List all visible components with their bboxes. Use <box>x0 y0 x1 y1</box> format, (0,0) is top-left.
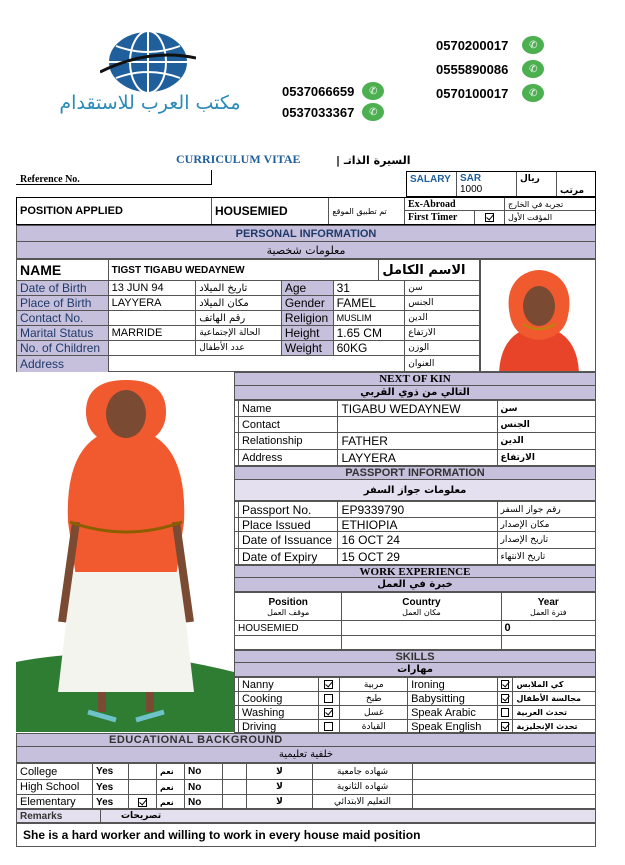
year-col-label: Year <box>537 596 559 608</box>
work-country-value <box>342 621 501 635</box>
skill-checkbox[interactable] <box>324 722 333 731</box>
no-check-cell <box>223 795 247 809</box>
phone-number: 0537066659 <box>282 83 355 99</box>
marital-value: MARRIDE <box>109 326 197 340</box>
country-col-header <box>342 593 501 620</box>
children-label-ar: عدد الأطفال <box>196 341 282 355</box>
religion-label: Religion <box>282 311 334 325</box>
age-label-ar: سن <box>408 283 423 293</box>
yes-label-ar: نعم <box>157 764 185 779</box>
work-year-value: 0 <box>504 622 511 634</box>
table-row <box>235 417 595 433</box>
passport-place-value: ETHIOPIA <box>338 518 497 531</box>
phone-number: 0570100017 <box>436 85 509 101</box>
ex-abroad-label-ar: تجربة في الخارج <box>507 199 564 209</box>
logo-text: مكتب العرب للاستقدام <box>59 92 241 114</box>
skill-label: Nanny <box>239 678 319 691</box>
passport-expiry-value: 15 OCT 29 <box>338 549 497 565</box>
passport-table <box>234 501 596 565</box>
table-row <box>17 326 479 341</box>
work-header: WORK EXPERIENCE <box>234 565 596 578</box>
skill-label: Speak Arabic <box>408 706 497 719</box>
table-row <box>235 502 595 518</box>
personal-header-ar: معلومات شخصية <box>16 242 596 259</box>
first-timer-label-ar: المؤقت الأول <box>507 213 553 222</box>
remarks-label-ar: تصريحات <box>120 811 162 821</box>
kin-name-label-ar: سن <box>500 403 518 414</box>
no-label: No <box>185 780 223 794</box>
yes-label-ar: نعم <box>157 780 185 794</box>
table-row <box>17 341 479 356</box>
whatsapp-icon: ✆ <box>522 36 544 54</box>
remarks-text-box <box>16 823 596 847</box>
table-row <box>235 518 595 532</box>
contact-value <box>109 311 197 325</box>
phone-number: 0555890086 <box>436 61 509 77</box>
passport-no-label-ar: رقم جواز السفر <box>500 504 561 515</box>
education-row <box>17 780 595 795</box>
education-level: High School <box>17 780 93 794</box>
yes-check-cell <box>129 795 157 809</box>
position-label-ar: تم تطبيق الموقع <box>329 198 405 224</box>
passport-issue-label: Date of Issuance <box>239 532 338 548</box>
education-row <box>17 795 595 809</box>
position-col-label: Position <box>268 596 308 608</box>
education-table <box>16 763 596 809</box>
skill-checkbox[interactable] <box>324 680 333 689</box>
passport-place-label-ar: مكان الإصدار <box>500 519 550 530</box>
height-label-ar: الارتفاع <box>408 328 436 338</box>
riyal-label: ريال <box>517 172 557 196</box>
skill-check-cell <box>498 706 514 719</box>
education-row <box>17 764 595 780</box>
skill-check-cell <box>319 678 341 691</box>
dob-label: Date of Birth <box>17 281 109 295</box>
weight-label-ar: الوزن <box>408 343 430 353</box>
remarks-row <box>16 809 596 823</box>
passport-expiry-label-ar: تاريخ الانتهاء <box>500 552 546 562</box>
first-timer-label: First Timer <box>405 211 475 224</box>
reference-divider <box>211 170 212 185</box>
weight-value: 60KG <box>334 341 406 355</box>
skill-check-cell <box>319 706 341 719</box>
religion-label-ar: الدين <box>408 313 428 323</box>
age-label: Age <box>282 281 334 295</box>
skill-row <box>235 706 595 720</box>
skill-row <box>235 720 595 733</box>
education-level: College <box>17 764 93 779</box>
yes-check-cell <box>129 764 157 779</box>
table-row <box>235 401 595 417</box>
children-label: No. of Children <box>17 341 109 355</box>
kin-relation-label-ar: الدين <box>500 436 524 446</box>
skill-checkbox[interactable] <box>324 694 333 703</box>
salary-box <box>406 171 596 197</box>
kin-relation-label: Relationship <box>239 433 338 449</box>
gender-label-ar: الجنس <box>408 298 434 308</box>
salary-label-ar: مرتب <box>560 186 585 196</box>
whatsapp-icon: ✆ <box>362 82 384 100</box>
dob-value: 13 JUN 94 <box>109 281 197 295</box>
no-label-ar: لا <box>247 764 313 779</box>
no-label-ar: لا <box>247 780 313 794</box>
full-body-photo <box>16 372 234 732</box>
skill-label: Speak English <box>408 720 497 733</box>
skills-header: SKILLS <box>234 650 596 663</box>
kin-contact-label: Contact <box>239 417 338 432</box>
skills-header-ar: مهارات <box>234 663 596 677</box>
personal-table <box>16 259 480 372</box>
skill-label: Ironing <box>408 678 497 691</box>
yes-label: Yes <box>93 764 129 779</box>
empty-cell <box>342 636 501 650</box>
empty-cell <box>413 764 595 779</box>
empty-cell <box>502 636 595 650</box>
education-level-ar: شهاده جامعية <box>313 764 413 779</box>
work-position-value: HOUSEMIED <box>235 621 342 635</box>
skill-label-ar: كي الملابس <box>516 680 564 689</box>
remarks-label: Remarks <box>17 810 101 822</box>
position-col-label-ar: موقف العمل <box>267 607 310 617</box>
kin-contact-value <box>338 417 497 432</box>
dob-label-ar: تاريخ الميلاد <box>196 281 282 295</box>
pob-value: LAYYERA <box>109 296 197 310</box>
gender-label: Gender <box>282 296 334 310</box>
no-check-cell <box>223 780 247 794</box>
skill-checkbox[interactable] <box>501 722 510 731</box>
yes-label-ar: نعم <box>157 795 185 809</box>
skill-label: Washing <box>239 706 319 719</box>
skill-label-ar: طبخ <box>340 692 408 705</box>
education-header-ar: خلفية تعليمية <box>16 747 596 763</box>
marital-label: Marital Status <box>17 326 109 340</box>
kin-table <box>234 400 596 466</box>
skill-check-cell <box>498 692 514 705</box>
year-col-label-ar: فترة العمل <box>529 607 567 617</box>
skill-check-cell <box>319 692 341 705</box>
phones-right <box>436 36 544 102</box>
empty-cell <box>235 636 342 650</box>
skill-checkbox[interactable] <box>501 708 510 717</box>
education-level-ar: شهاده الثانوية <box>313 780 413 794</box>
whatsapp-icon: ✆ <box>522 60 544 78</box>
skill-checkbox[interactable] <box>324 708 333 717</box>
whatsapp-icon: ✆ <box>522 84 544 102</box>
salary-value <box>457 172 517 196</box>
skills-table <box>234 677 596 733</box>
reference-line <box>16 184 212 185</box>
education-level: Elementary <box>17 795 93 809</box>
kin-address-label-ar: الارتفاع <box>500 453 535 463</box>
skill-check-cell <box>319 720 341 733</box>
year-col-header <box>502 593 595 620</box>
country-col-label-ar: مكان العمل <box>402 607 441 617</box>
cv-title-ar: السيرة الذاتـ | <box>336 154 411 167</box>
whatsapp-icon: ✆ <box>362 103 384 121</box>
skill-check-cell <box>498 720 514 733</box>
kin-relation-value: FATHER <box>338 433 497 449</box>
position-label: POSITION APPLIED <box>17 198 212 224</box>
position-row <box>16 197 596 225</box>
phones-left <box>282 82 384 121</box>
table-row <box>17 281 479 296</box>
table-row <box>235 450 595 466</box>
kin-address-value: LAYYERA <box>338 450 497 466</box>
table-row <box>17 311 479 326</box>
salary-amount: 1000 <box>460 184 483 195</box>
contact-label: Contact No. <box>17 311 109 325</box>
passport-place-label: Place Issued <box>239 518 338 531</box>
personal-header: PERSONAL INFORMATION <box>16 225 596 242</box>
kin-contact-label-ar: الجنس <box>500 419 530 430</box>
passport-no-label: Passport No. <box>239 502 338 517</box>
no-check-cell <box>223 764 247 779</box>
skill-label: Driving <box>239 720 319 733</box>
skill-label-ar: غسل <box>340 706 408 719</box>
yes-check-cell <box>129 780 157 794</box>
yes-label: Yes <box>93 780 129 794</box>
skill-label-ar: القيادة <box>340 720 408 733</box>
salary-label: SALARY <box>407 172 457 196</box>
gender-value: FAMEL <box>334 296 406 310</box>
currency-label: SAR <box>460 173 482 184</box>
table-row <box>235 636 595 650</box>
pob-label-ar: مكان الميلاد <box>196 296 282 310</box>
work-header-ar: خبرة في العمل <box>234 578 596 592</box>
skill-label-ar: مجالسة الأطفال <box>516 694 581 703</box>
empty-cell <box>413 780 595 794</box>
kin-name-label: Name <box>239 401 338 416</box>
position-col-header <box>235 593 342 620</box>
kin-header-ar: التالي من ذوي القربي <box>234 386 596 400</box>
skill-label-ar: تحدث العربية <box>516 708 568 717</box>
table-row <box>17 296 479 311</box>
skill-label: Babysitting <box>408 692 497 705</box>
pob-label: Place of Birth <box>17 296 109 310</box>
skill-row <box>235 692 595 706</box>
first-timer-cell <box>475 211 505 224</box>
skill-checkbox[interactable] <box>501 680 510 689</box>
reference-label: Reference No. <box>20 174 80 185</box>
address-label: Address <box>17 356 109 372</box>
contact-label-ar: رقم الهاتف <box>196 311 282 325</box>
skill-label-ar: تحدث الإنجليزية <box>516 722 578 731</box>
table-row <box>235 532 595 549</box>
skill-label-ar: مربية <box>340 678 408 691</box>
children-value <box>109 341 197 355</box>
yes-checkbox[interactable] <box>138 798 147 807</box>
logo <box>100 28 196 96</box>
first-timer-checkbox[interactable] <box>485 213 494 222</box>
name-value: TIGST TIGABU WEDAYNEW <box>109 260 380 280</box>
weight-label: Weight <box>282 341 334 355</box>
name-label-ar: الاسم الكامل <box>382 262 466 278</box>
ex-abroad-label: Ex-Abroad <box>405 198 505 210</box>
phone-number: 0537033367 <box>282 104 355 120</box>
table-row <box>235 549 595 565</box>
yes-label: Yes <box>93 795 129 809</box>
table-row <box>17 260 479 281</box>
age-value: 31 <box>334 281 406 295</box>
kin-name-value: TIGABU WEDAYNEW <box>338 401 497 416</box>
table-row <box>235 593 595 621</box>
skill-row <box>235 678 595 692</box>
passport-issue-label-ar: تاريخ الإصدار <box>500 535 549 545</box>
table-row <box>17 356 479 372</box>
skill-check-cell <box>498 678 514 691</box>
skill-checkbox[interactable] <box>501 694 510 703</box>
kin-header: NEXT OF KIN <box>234 372 596 386</box>
education-level-ar: التعليم الابتدائي <box>313 795 413 809</box>
phone-number: 0570200017 <box>436 37 509 53</box>
passport-issue-value: 16 OCT 24 <box>338 532 497 548</box>
passport-no-value: EP9339790 <box>338 502 497 517</box>
height-label: Height <box>282 326 334 340</box>
passport-header: PASSPORT INFORMATION <box>234 466 596 480</box>
work-table <box>234 592 596 650</box>
address-value <box>109 356 406 372</box>
skill-label: Cooking <box>239 692 319 705</box>
position-value: HOUSEMIED <box>212 198 329 224</box>
table-row <box>235 433 595 450</box>
passport-expiry-label: Date of Expiry <box>239 549 338 565</box>
empty-cell <box>413 795 595 809</box>
country-col-label: Country <box>402 596 441 608</box>
marital-label-ar: الحالة الإجتماعية <box>196 326 282 340</box>
passport-header-ar: معلومات جواز السفر <box>234 480 596 501</box>
cv-title: CURRICULUM VITAE <box>176 152 301 166</box>
no-label: No <box>185 764 223 779</box>
remarks-text: She is a hard worker and willing to work in every house maid position <box>23 828 421 842</box>
portrait-photo <box>480 259 596 372</box>
height-value: 1.65 CM <box>334 326 406 340</box>
table-row <box>235 621 595 636</box>
name-label: NAME <box>17 260 109 280</box>
address-label-ar: العنوان <box>408 359 435 369</box>
religion-value: MUSLIM <box>334 311 406 325</box>
kin-address-label: Address <box>239 450 338 466</box>
no-label-ar: لا <box>247 795 313 809</box>
education-header: EDUCATIONAL BACKGROUND <box>16 733 596 747</box>
no-label: No <box>185 795 223 809</box>
